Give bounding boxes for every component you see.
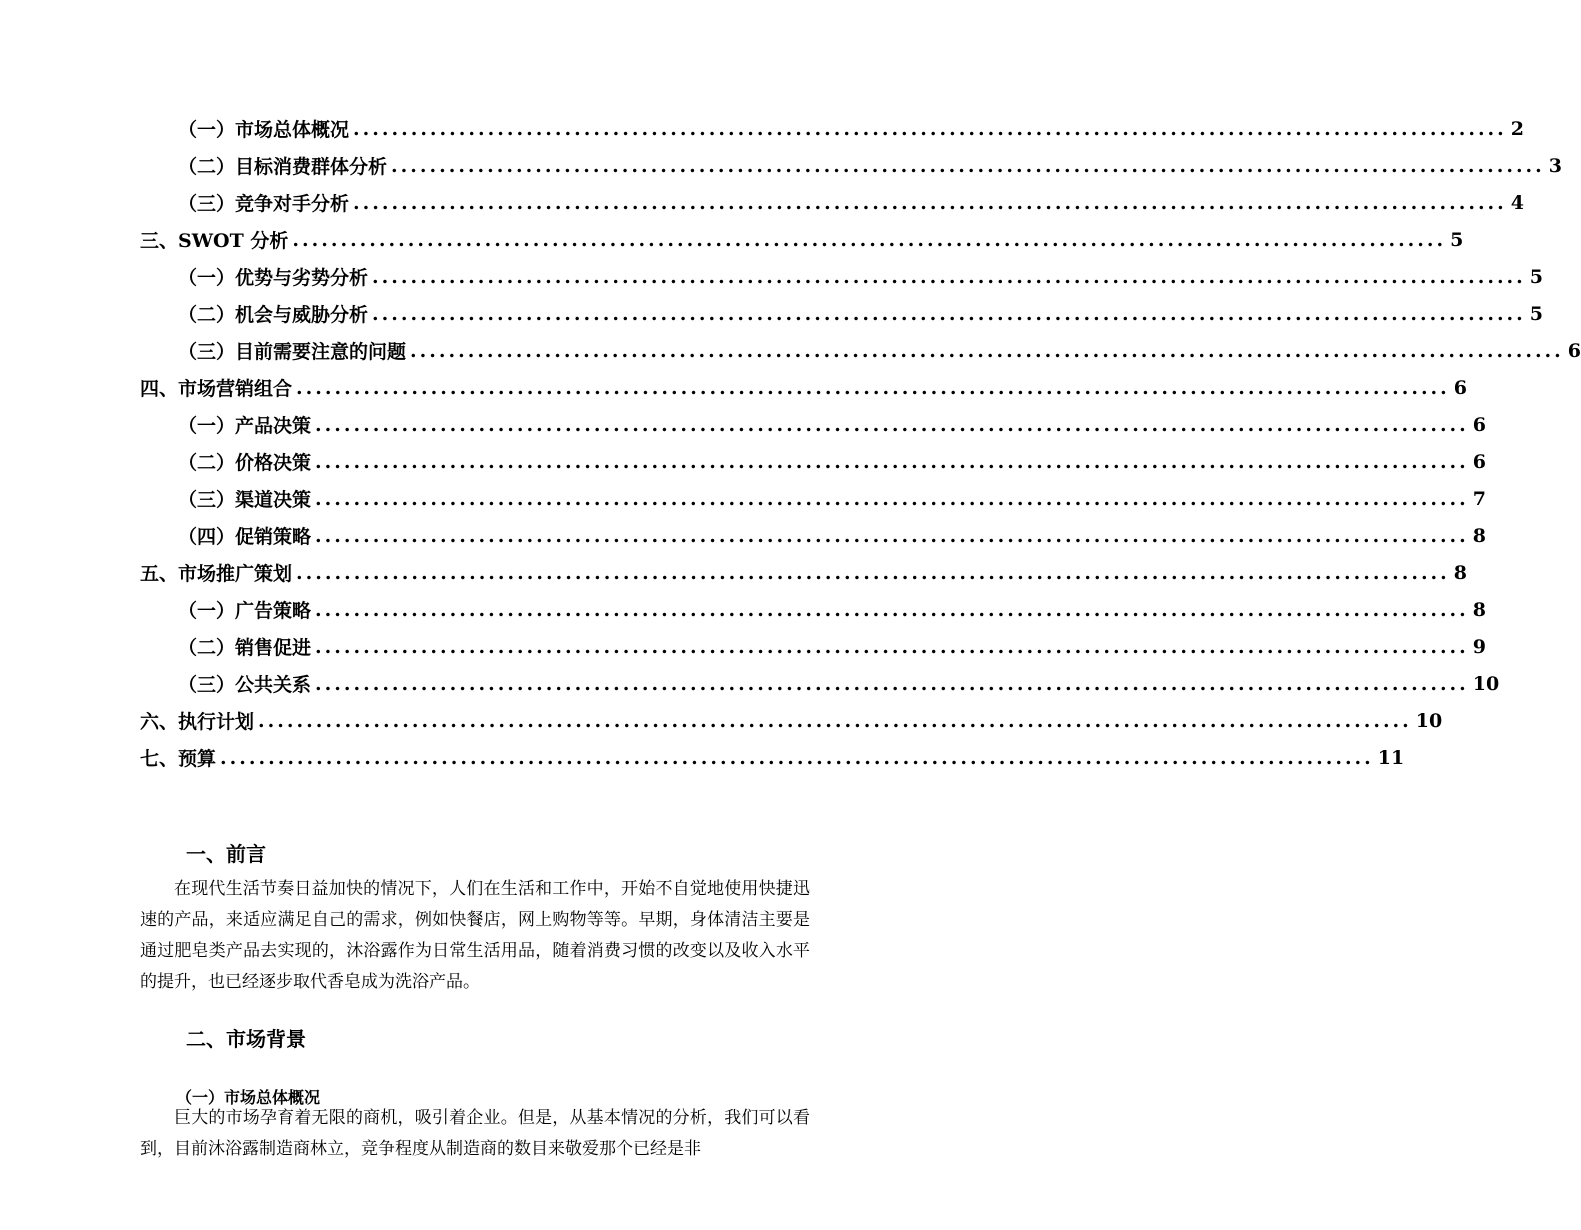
toc-entry-title: （二）目标消费群体分析 — [178, 156, 388, 178]
toc-entry[interactable] — [0, 665, 1500, 702]
toc-entry-title: 三、SWOT 分析 — [140, 230, 289, 252]
toc-entry-title: 五、市场推广策划 — [140, 563, 293, 585]
toc-entry[interactable] — [0, 332, 1581, 369]
toc-page-number: 7 — [1472, 487, 1487, 510]
toc-leader-dots: ........................................................................................................................ — [353, 191, 1507, 214]
toc-entry[interactable] — [0, 221, 1464, 258]
toc-leader-dots: ........................................................................................................................ — [372, 302, 1526, 325]
toc-page-number: 6 — [1567, 339, 1581, 362]
toc-entry-title: （三）竞争对手分析 — [178, 193, 350, 215]
toc-page-number: 10 — [1415, 709, 1443, 732]
toc-leader-dots: ........................................................................................................................ — [315, 487, 1469, 510]
toc-page-number: 11 — [1377, 746, 1405, 769]
toc-leader-dots: ........................................................................................................................ — [315, 672, 1469, 695]
toc-entry-title: （一）优势与劣势分析 — [178, 267, 369, 289]
toc-leader-dots: ........................................................................................................................ — [353, 117, 1507, 140]
toc-entry[interactable] — [0, 628, 1487, 665]
toc-entry[interactable] — [0, 443, 1487, 480]
toc-leader-dots: ........................................................................................................................ — [315, 524, 1469, 547]
toc-page-number: 8 — [1472, 524, 1487, 547]
toc-leader-dots: ........................................................................................................................ — [220, 746, 1374, 769]
toc-entry-title: （一）广告策略 — [178, 600, 312, 622]
toc-entry[interactable] — [0, 406, 1487, 443]
preface-heading: 一、前言 — [186, 842, 266, 866]
toc-entry-title: （一）产品决策 — [178, 415, 312, 437]
toc-leader-dots: ........................................................................................................................ — [258, 709, 1412, 732]
toc-entry-title: 六、执行计划 — [140, 711, 255, 733]
toc-leader-dots: ........................................................................................................................ — [410, 339, 1564, 362]
toc-page-number: 6 — [1472, 450, 1487, 473]
toc-page-number: 4 — [1510, 191, 1525, 214]
toc-leader-dots: ........................................................................................................................ — [372, 265, 1526, 288]
preface-paragraph: 在现代生活节奏日益加快的情况下，人们在生活和工作中，开始不自觉地使用快捷迅速的产品，来适应满足自己的需求，例如快餐店，网上购物等等。早期，身体清洁主要是通过肥皂类产品去实现的，沐浴露作为日常生活用品，随着消费习惯的改变以及收入水平的提升，也已经逐步取代香皂成为洗浴产品。 — [140, 879, 810, 992]
toc-leader-dots: ........................................................................................................................ — [315, 450, 1469, 473]
toc-page-number: 6 — [1472, 413, 1487, 436]
toc-entry-title: （四）促销策略 — [178, 526, 312, 548]
toc-page-number: 5 — [1450, 228, 1464, 251]
toc-entry-title: 七、预算 — [140, 748, 217, 770]
toc-entry[interactable] — [0, 184, 1525, 221]
toc-leader-dots: ........................................................................................................................ — [292, 228, 1447, 251]
toc-page-number: 3 — [1548, 154, 1563, 177]
overview-subheading: （一）市场总体概况 — [176, 1088, 321, 1107]
overview-paragraph: 巨大的市场孕育着无限的商机，吸引着企业。但是，从基本情况的分析，我们可以看到，目前沐浴露制造商林立，竞争程度从制造商的数目来敬爱那个已经是非 — [140, 1108, 810, 1159]
toc-entry[interactable] — [0, 110, 1525, 147]
toc-page-number: 2 — [1510, 117, 1525, 140]
toc-entry[interactable] — [0, 591, 1487, 628]
toc-leader-dots: ........................................................................................................................ — [296, 561, 1450, 584]
toc-entry[interactable] — [0, 702, 1443, 739]
toc-page-number: 9 — [1472, 635, 1487, 658]
toc-page-number: 10 — [1472, 672, 1500, 695]
toc-entry[interactable] — [0, 517, 1487, 554]
toc-leader-dots: ........................................................................................................................ — [391, 154, 1545, 177]
toc-entry-title: （二）销售促进 — [178, 637, 312, 659]
toc-leader-dots: ........................................................................................................................ — [296, 376, 1450, 399]
toc-entry-title: （二）价格决策 — [178, 452, 312, 474]
toc-entry[interactable] — [0, 147, 1563, 184]
toc-entry[interactable] — [0, 554, 1468, 591]
toc-leader-dots: ........................................................................................................................ — [315, 413, 1469, 436]
toc-entry-title: （三）公共关系 — [178, 674, 312, 696]
toc-entry[interactable] — [0, 480, 1487, 517]
toc-entry-title: 四、市场营销组合 — [140, 378, 293, 400]
toc-entry-title: （三）目前需要注意的问题 — [178, 341, 407, 363]
toc-page-number: 8 — [1453, 561, 1468, 584]
toc-entry-title: （二）机会与威胁分析 — [178, 304, 369, 326]
toc-entry-title: （一）市场总体概况 — [178, 119, 350, 141]
toc-page-number: 8 — [1472, 598, 1487, 621]
toc-entry-title: （三）渠道决策 — [178, 489, 312, 511]
table-of-contents — [0, 110, 1581, 776]
toc-entry[interactable] — [0, 369, 1468, 406]
toc-entry[interactable] — [0, 739, 1405, 776]
toc-page-number: 5 — [1529, 302, 1544, 325]
toc-leader-dots: ........................................................................................................................ — [315, 598, 1469, 621]
toc-entry[interactable] — [0, 295, 1544, 332]
toc-entry[interactable] — [0, 258, 1544, 295]
toc-page-number: 5 — [1529, 265, 1544, 288]
toc-page-number: 6 — [1453, 376, 1468, 399]
background-heading: 二、市场背景 — [186, 1027, 306, 1051]
toc-leader-dots: ........................................................................................................................ — [315, 635, 1469, 658]
